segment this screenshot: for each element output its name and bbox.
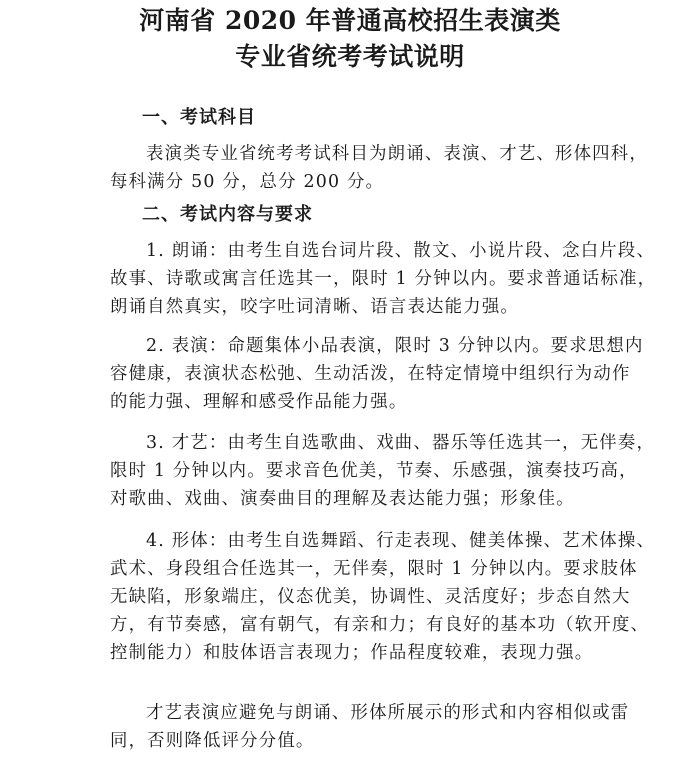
paragraph-line: 控制能力）和肢体语言表现力；作品程度较难，表现力强。	[110, 643, 594, 663]
paragraph-line: 方，有节奏感，富有朝气，有亲和力；有良好的基本功（软开度、	[110, 615, 650, 635]
paragraph-line: 限时 1 分钟以内。要求音色优美，节奏、乐感强，演奏技巧高，	[110, 461, 638, 481]
paragraph-physique	[110, 527, 656, 667]
paragraph-line: 才艺表演应避免与朗诵、形体所展示的形式和内容相似或雷	[146, 703, 630, 723]
paragraph-talent	[110, 429, 656, 513]
paragraph-performance	[110, 332, 644, 416]
paragraph-line: 朗诵自然真实，咬字吐词清晰、语言表达能力强。	[110, 297, 519, 317]
paragraph-line: 2. 表演：命题集体小品表演，限时 3 分钟以内。要求思想内	[146, 336, 644, 356]
paragraph-subjects	[110, 140, 648, 196]
paragraph-note	[110, 699, 630, 755]
section-heading-content-requirements: 二、考试内容与要求	[142, 204, 313, 225]
paragraph-line: 同，否则降低评分分值。	[110, 731, 315, 751]
paragraph-line: 每科满分 50 分，总分 200 分。	[110, 172, 385, 192]
paragraph-recitation	[110, 237, 657, 321]
paragraph-line: 武术、身段组合任选其一，无伴奏，限时 1 分钟以内。要求肢体	[110, 559, 638, 579]
paragraph-line: 容健康，表演状态松弛、生动活泼，在特定情境中组织行为动作	[110, 364, 631, 384]
paragraph-line: 表演类专业省统考考试科目为朗诵、表演、才艺、形体四科，	[146, 144, 648, 164]
paragraph-line: 的能力强、理解和感受作品能力强。	[110, 392, 408, 412]
paragraph-line: 3. 才艺：由考生自选歌曲、戏曲、器乐等任选其一，无伴奏，	[146, 433, 656, 453]
paragraph-line: 故事、诗歌或寓言任选其一，限时 1 分钟以内。要求普通话标准，	[110, 269, 657, 289]
section-heading-subjects: 一、考试科目	[142, 107, 256, 128]
paragraph-line: 1. 朗诵：由考生自选台词片段、散文、小说片段、念白片段、	[146, 241, 656, 261]
document-title-line-1: 河南省 2020 年普通高校招生表演类	[139, 6, 561, 35]
document-title-line-2: 专业省统考考试说明	[235, 42, 465, 71]
paragraph-line: 无缺陷，形象端庄，仪态优美，协调性、灵活度好；步态自然大	[110, 587, 631, 607]
paragraph-line: 4. 形体：由考生自选舞蹈、行走表现、健美体操、艺术体操、	[146, 531, 656, 551]
paragraph-line: 对歌曲、戏曲、演奏曲目的理解及表达能力强；形象佳。	[110, 489, 575, 509]
